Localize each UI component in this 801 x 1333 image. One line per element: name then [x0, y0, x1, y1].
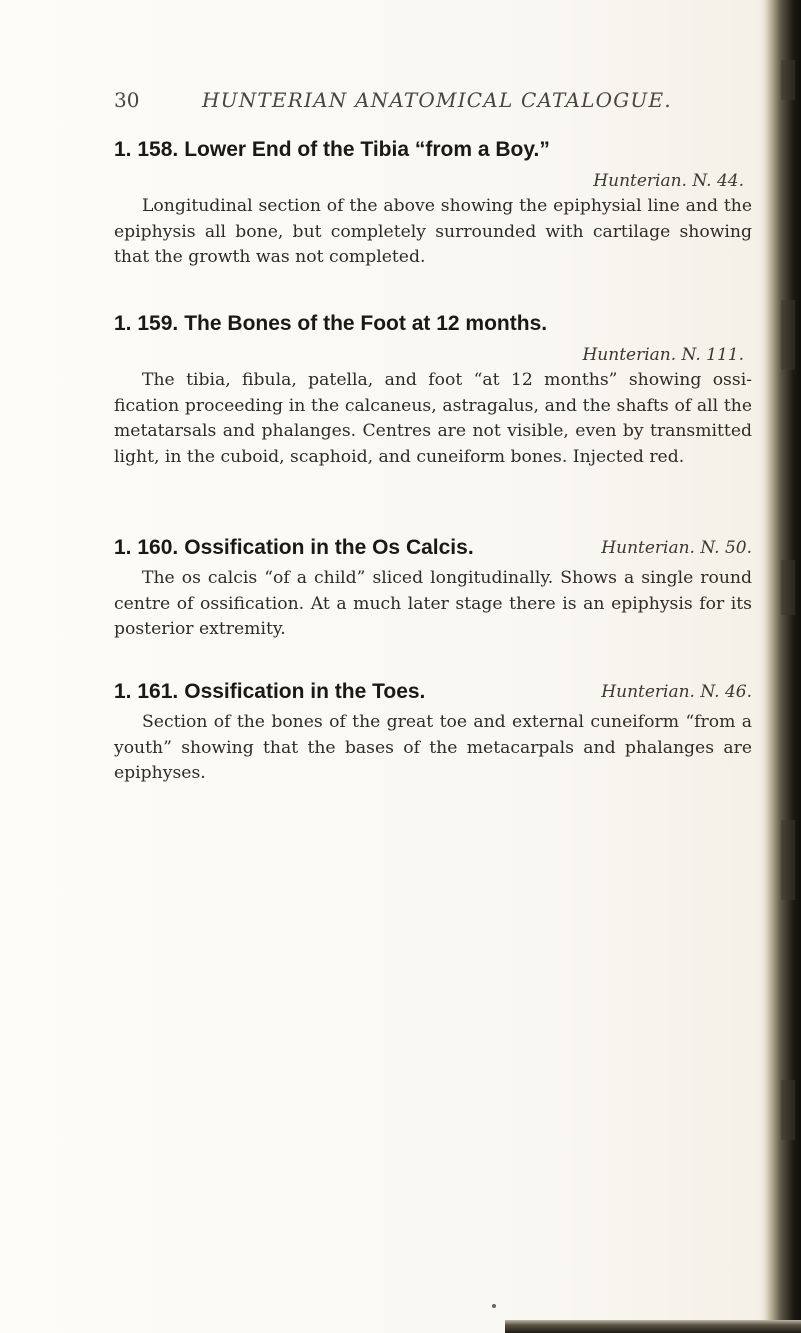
ink-speck [492, 1304, 496, 1308]
entry-number: 1. 158. [114, 138, 179, 161]
entry-title-line [114, 680, 752, 710]
edge-shadow-mark [781, 300, 795, 370]
entry-number: 1. 159. [114, 312, 179, 335]
entry-reference: Hunterian. N. 111. [582, 345, 744, 365]
entry-description: Longitudinal section of the above showing the epiphysial line and the epiphysis all bone, but completely surrounded with cartilage showing that the growth was not completed. [114, 196, 752, 268]
catalogue-entry-158 [114, 138, 752, 271]
entry-title: Ossification in the Os Calcis. [184, 536, 474, 559]
entry-description: Section of the bones of the great toe and external cuneiform “from a youth” showing that the bases of the metacarpals and phalanges are epiphyses. [114, 712, 752, 784]
entry-reference: Hunterian. N. 50. [601, 538, 752, 558]
edge-shadow-mark [781, 60, 795, 100]
catalogue-entry-161 [114, 680, 752, 787]
page-header [114, 88, 748, 114]
entry-title-line [114, 138, 752, 168]
entry-title: Lower End of the Tibia “from a Boy.” [184, 138, 550, 161]
entry-number: 1. 161. [114, 680, 179, 703]
entry-reference: Hunterian. N. 46. [601, 682, 752, 702]
entry-title-line [114, 312, 752, 342]
edge-shadow-mark [781, 820, 795, 900]
catalogue-entry-159 [114, 312, 752, 470]
entry-title: The Bones of the Foot at 12 months. [184, 312, 548, 335]
page-number: 30 [114, 88, 140, 112]
entry-description: The tibia, fibula, patella, and foot “at 12 months” showing ossi- fication proceeding in the calcaneus, astragalus, and the shafts of all the metatarsals and phalanges. Centres are not visible, even by transmitted light, in the cuboid, scaphoid, and cuneiform bones. Injected red. [114, 370, 752, 467]
edge-shadow-mark [781, 1080, 795, 1140]
catalogue-entry-160 [114, 536, 752, 643]
entry-description: The os calcis “of a child” sliced longitudinally. Shows a single round centre of ossification. At a much later stage there is an epiphysis for its posterior extremity. [114, 568, 752, 640]
entry-title-line [114, 536, 752, 566]
edge-shadow-mark [781, 560, 795, 615]
running-title: HUNTERIAN ANATOMICAL CATALOGUE. [202, 88, 672, 112]
entry-title: Ossification in the Toes. [184, 680, 426, 703]
page-bottom-edge [505, 1320, 801, 1333]
entry-number: 1. 160. [114, 536, 179, 559]
page-edge-binding [759, 0, 801, 1333]
entry-reference: Hunterian. N. 44. [593, 171, 744, 191]
